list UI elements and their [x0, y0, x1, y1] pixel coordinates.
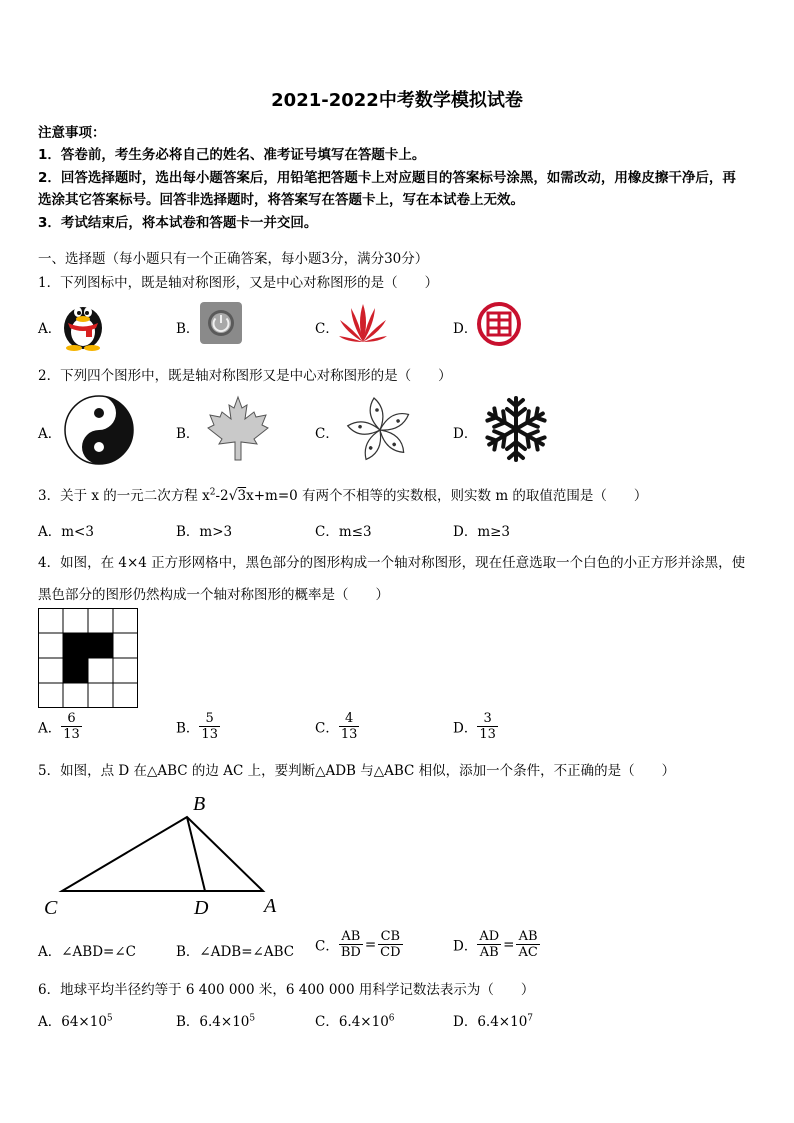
q2-option-a-label: A． — [38, 426, 62, 442]
q6-option-d-exp: 7 — [527, 1013, 534, 1024]
q3-stem-c: x+m=0 有两个不相等的实数根，则实数 m 的取值范围是（ ） — [246, 488, 648, 504]
q5-option-d-equals: = — [503, 936, 515, 953]
q3-option-a: A．m<3 — [38, 524, 94, 540]
q5-option-d-num-2: AB — [516, 929, 539, 945]
q4-option-d-den: 13 — [479, 727, 496, 742]
point-label-a: A — [264, 895, 277, 917]
grid-cell-black-3 — [63, 658, 88, 683]
q2-stem: 2．下列四个图形中，既是轴对称图形又是中心对称图形的是（ ） — [38, 368, 452, 384]
q4-option-b-label: B． — [176, 720, 200, 737]
q4-option-d-fraction — [477, 711, 498, 742]
q5-option-c-den-1: BD — [340, 945, 361, 960]
q6-option-d — [453, 1010, 533, 1030]
q6-option-b-base: B．6.4×10 — [176, 1014, 250, 1030]
q3-exponent: 2 — [209, 487, 216, 498]
q6-option-b-exp: 5 — [249, 1013, 256, 1024]
segment-bd — [187, 817, 205, 891]
grid-cell-black-1 — [63, 633, 88, 658]
notes-item-2: 2．回答选择题时，选出每小题答案后，用铅笔把答题卡上对应题目的答案标号涂黑，如需改动，用橡皮擦干净后，再 — [38, 170, 736, 186]
q5-option-c-den-2: CD — [380, 945, 401, 960]
q1-option-a-label: A． — [38, 321, 62, 337]
maple-leaf-icon — [204, 394, 272, 462]
q4-option-d — [453, 711, 498, 742]
q4-option-a-fraction — [61, 711, 82, 742]
q5-option-c — [315, 929, 403, 960]
q5-option-c-fraction-2 — [378, 929, 402, 960]
q6-option-a-base: A．64×10 — [38, 1014, 107, 1030]
q5-option-d-num-1: AD — [479, 929, 500, 944]
q3-option-b: B．m>3 — [176, 524, 233, 540]
triangle-figure — [38, 790, 288, 920]
q2-option-c-label: C． — [315, 426, 339, 442]
q4-stem-line-2: 黑色部分的图形仍然构成一个轴对称图形的概率是（ ） — [38, 587, 389, 603]
q5-option-c-num-1: AB — [339, 929, 363, 945]
q6-option-a — [38, 1010, 113, 1030]
q4-option-d-label: D． — [453, 720, 478, 737]
q3-stem-b: -2 — [215, 488, 229, 504]
q4-stem-line-1: 4．如图，在 4×4 正方形网格中，黑色部分的图形构成一个轴对称图形，现在任意选取一个白色的小正方形并涂黑，使 — [38, 555, 746, 571]
q4-option-b-fraction — [199, 711, 220, 742]
q4-option-c-num: 4 — [339, 711, 360, 727]
q4-option-c — [315, 711, 359, 742]
q5-option-d-den-2: AC — [518, 945, 538, 960]
q4-option-d-num: 3 — [477, 711, 498, 727]
q2-option-d-label: D． — [453, 426, 478, 442]
q4-option-b — [176, 711, 220, 742]
q1-stem: 1．下列图标中，既是轴对称图形，又是中心对称图形的是（ ） — [38, 275, 439, 291]
q6-option-b — [176, 1010, 255, 1030]
q6-option-a-exp: 5 — [106, 1013, 113, 1024]
q5-option-b: B．∠ADB=∠ABC — [176, 944, 295, 960]
q3-sqrt-value: 3 — [237, 488, 247, 504]
grid-cell-black-2 — [88, 633, 113, 658]
q5-option-d-label: D． — [453, 938, 478, 955]
q5-option-d — [453, 929, 540, 960]
section-heading: 一、选择题（每小题只有一个正确答案，每小题3分，满分30分） — [38, 251, 429, 267]
q4-option-b-den: 13 — [201, 727, 218, 742]
q1-option-d-label: D． — [453, 321, 478, 337]
triangle-outline — [62, 817, 263, 891]
q3-stem-a: 3．关于 x 的一元二次方程 x — [38, 488, 210, 504]
q5-option-c-equals: = — [364, 936, 377, 953]
q4-option-c-label: C． — [315, 720, 339, 737]
q5-option-c-fraction-1 — [339, 929, 363, 960]
point-label-d: D — [194, 897, 209, 919]
q6-option-c-base: C．6.4×10 — [315, 1014, 389, 1030]
q6-option-d-base: D．6.4×10 — [453, 1014, 528, 1030]
q5-stem: 5．如图，点 D 在△ABC 的边 AC 上，要判断△ADB 与△ABC 相似，添加一个条件，不正确的是（ ） — [38, 763, 676, 779]
point-label-b: B — [193, 793, 206, 815]
q5-option-d-fraction-1 — [477, 929, 501, 960]
q6-option-c — [315, 1010, 395, 1030]
power-button-icon — [200, 302, 242, 344]
page-title: 2021-2022中考数学模拟试卷 — [271, 90, 523, 111]
notes-item-3: 3．考试结束后，将本试卷和答题卡一并交回。 — [38, 215, 318, 231]
bauhinia-flower-icon — [344, 394, 416, 466]
q6-option-c-exp: 6 — [388, 1013, 395, 1024]
q5-option-a: A．∠ABD=∠C — [38, 944, 137, 960]
yin-yang-icon — [62, 394, 136, 466]
q4-option-a — [38, 711, 82, 742]
q1-option-c-label: C． — [315, 321, 339, 337]
flower-logo-icon — [338, 302, 388, 346]
sqrt-symbol: √ — [228, 488, 238, 504]
bank-logo-icon — [477, 302, 521, 346]
penguin-icon — [60, 298, 106, 350]
q6-stem: 6．地球平均半径约等于 6 400 000 米，6 400 000 用科学记数法表示为（ ） — [38, 982, 535, 998]
point-label-c: C — [44, 897, 58, 919]
notes-item-2-cont: 选涂其它答案标号。回答非选择题时，将答案写在答题卡上，写在本试卷上无效。 — [38, 192, 524, 208]
q4-option-c-den: 13 — [340, 727, 358, 742]
notes-item-1: 1．答卷前，考生务必将自己的姓名、准考证号填写在答题卡上。 — [38, 147, 426, 163]
q3-option-d: D．m≥3 — [453, 524, 511, 540]
q5-option-c-num-2: CB — [378, 929, 402, 945]
q3-option-c: C．m≤3 — [315, 524, 372, 540]
q5-option-c-label: C． — [315, 938, 339, 955]
q4-option-c-fraction — [339, 711, 360, 742]
q3-stem — [38, 484, 647, 504]
q1-option-b-label: B． — [176, 321, 200, 337]
q5-option-d-den-1: AB — [479, 945, 499, 960]
grid-figure — [38, 608, 138, 708]
q4-option-a-num: 6 — [61, 711, 82, 727]
q5-option-d-fraction-2 — [516, 929, 539, 960]
q4-option-a-den: 13 — [63, 727, 80, 742]
q2-option-b-label: B． — [176, 426, 200, 442]
snowflake-icon — [482, 394, 550, 464]
q4-option-b-num: 5 — [199, 711, 220, 727]
q4-option-a-label: A． — [38, 720, 62, 737]
notes-heading: 注意事项： — [38, 125, 106, 141]
